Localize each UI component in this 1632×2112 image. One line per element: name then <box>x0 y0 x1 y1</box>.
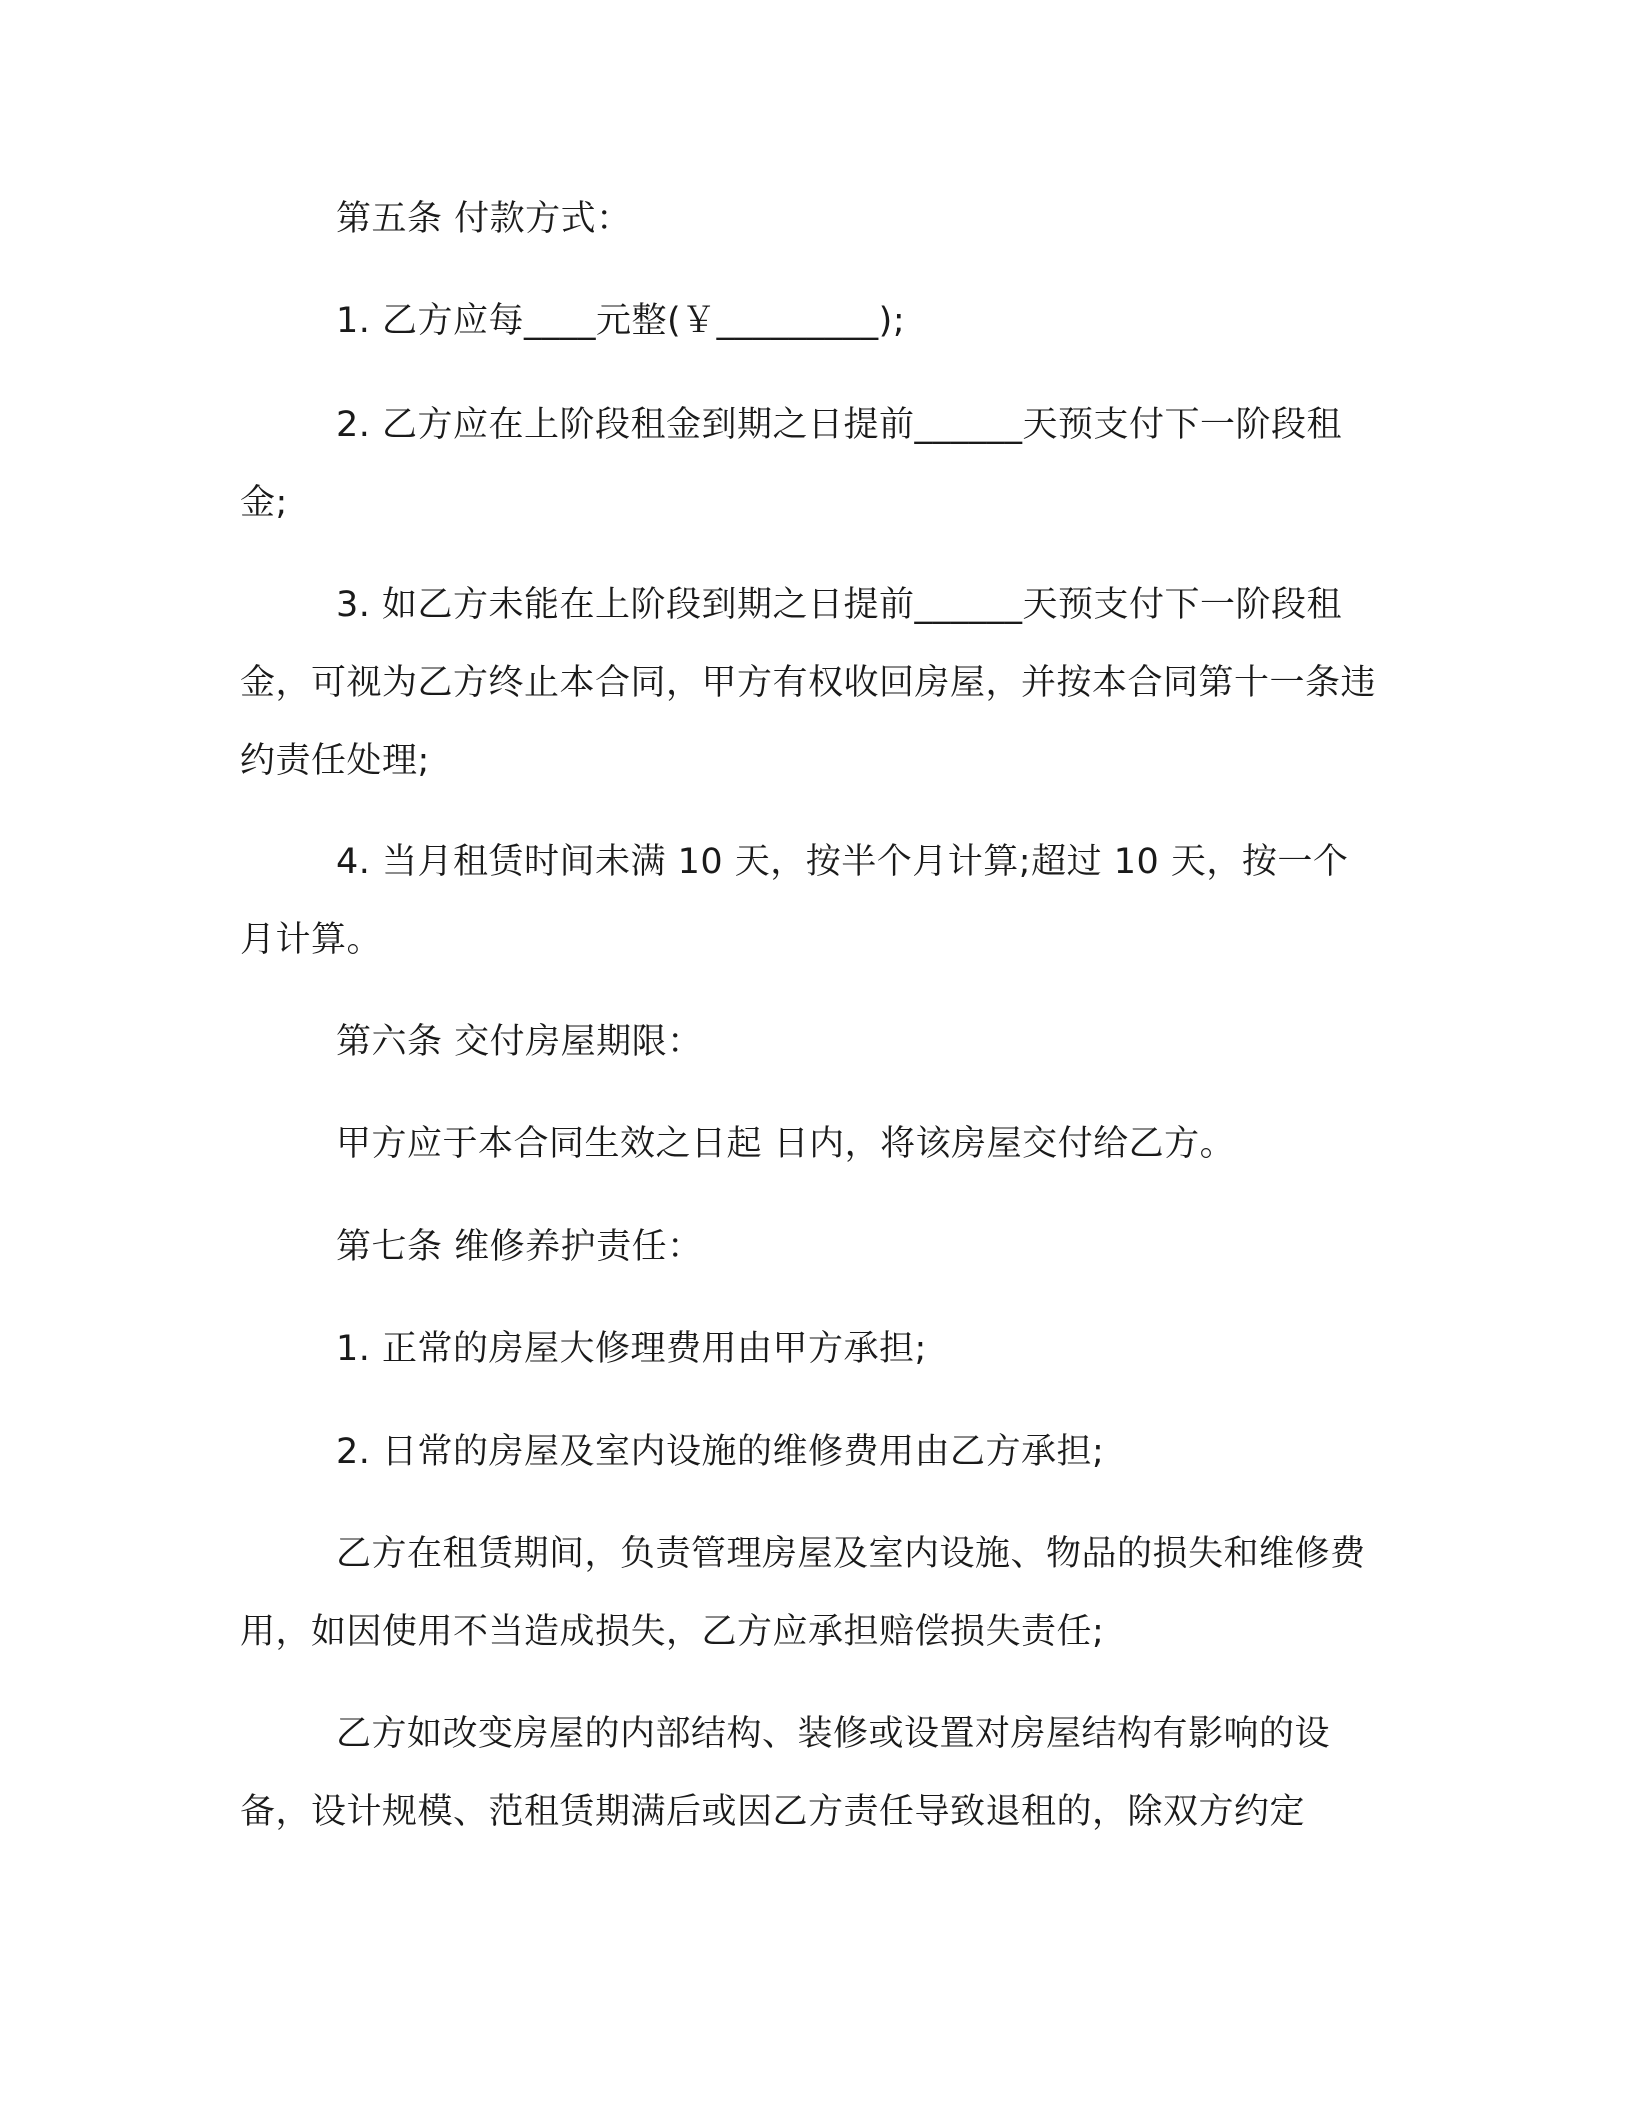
article-7-paragraph-a: 乙方在租赁期间，负责管理房屋及室内设施、物品的损失和维修费用，如因使用不当造成损失，乙方应承担赔偿损失责任; <box>240 1534 1366 1652</box>
article-5-item-1: 1. 乙方应每____元整(￥_________); <box>336 301 906 341</box>
article-5-item-4: 4. 当月租赁时间未满 10 天，按半个月计算;超过 10 天，按一个月计算。 <box>240 842 1349 960</box>
article-7-paragraph-b: 乙方如改变房屋的内部结构、装修或设置对房屋结构有影响的设备，设计规模、范租赁期满后或因乙方责任导致退租的，除双方约定 <box>240 1714 1331 1832</box>
article-7-item-1: 1. 正常的房屋大修理费用由甲方承担; <box>336 1329 927 1369</box>
article-6-body: 甲方应于本合同生效之日起 日内，将该房屋交付给乙方。 <box>336 1124 1236 1164</box>
article-7-heading: 第七条 维修养护责任： <box>336 1227 703 1267</box>
article-6-heading: 第六条 交付房屋期限： <box>336 1022 703 1062</box>
article-5-item-2: 2. 乙方应在上阶段租金到期之日提前______天预支付下一阶段租金; <box>240 405 1343 523</box>
article-7-item-2: 2. 日常的房屋及室内设施的维修费用由乙方承担; <box>336 1432 1105 1472</box>
article-5-item-3: 3. 如乙方未能在上阶段到期之日提前______天预支付下一阶段租金，可视为乙方终止本合同，甲方有权收回房屋，并按本合同第十一条违约责任处理; <box>240 585 1377 781</box>
article-5-heading: 第五条 付款方式： <box>336 199 632 239</box>
